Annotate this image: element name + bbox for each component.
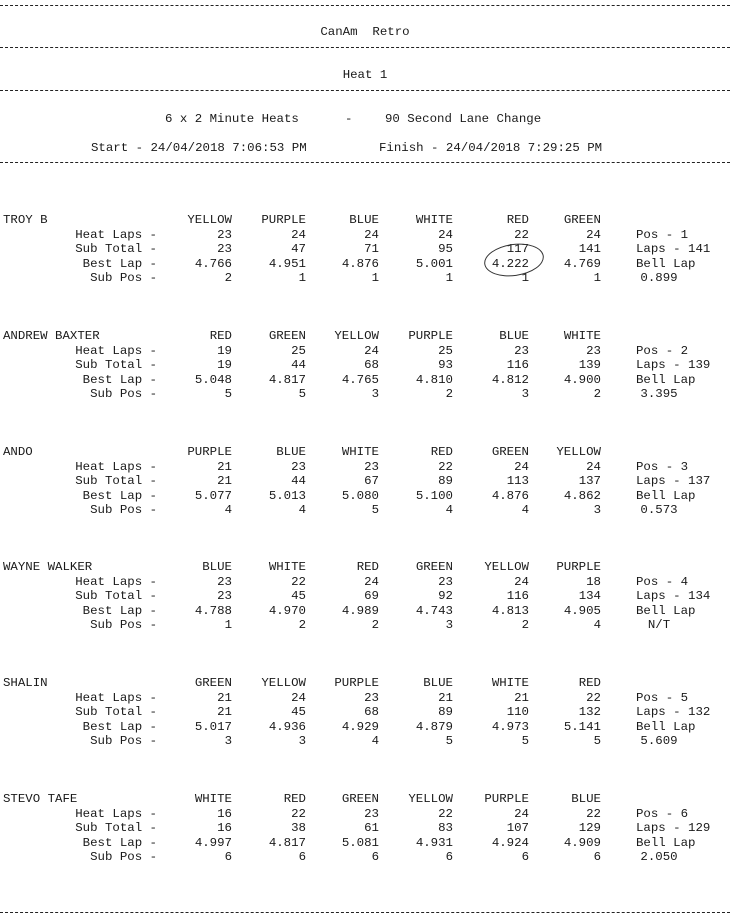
best-lap-value: 4.788: [194, 603, 232, 618]
row-label-heat-laps: Heat Laps -: [75, 343, 157, 358]
lane-color-header: WHITE: [341, 445, 379, 459]
lane-color-header: RED: [430, 445, 453, 459]
lane-color-header: BLUE: [423, 676, 453, 690]
best-lap-value: 5.001: [415, 256, 453, 271]
final-position: Pos - 4: [636, 574, 689, 589]
sub-total-value: 116: [506, 589, 529, 604]
sub-pos-value: 2: [593, 387, 601, 402]
sub-pos-value: 5: [445, 734, 453, 749]
best-lap-value: 4.222: [491, 256, 529, 271]
best-lap-value: 4.765: [341, 372, 379, 387]
best-lap-value: 4.900: [563, 372, 601, 387]
row-label-best-lap: Best Lap -: [82, 488, 157, 503]
heat-laps-value: 23: [364, 806, 379, 821]
best-lap-value: 5.141: [563, 719, 601, 734]
lane-color-header: WHITE: [491, 676, 529, 690]
sub-total-value: 93: [438, 358, 453, 373]
sub-pos-value: 6: [224, 850, 232, 865]
heat-laps-value: 24: [514, 459, 529, 474]
sub-total-value: 21: [217, 474, 232, 489]
racer-block: [0, 213, 730, 293]
row-label-sub-total: Sub Total -: [75, 705, 157, 720]
sub-total-value: 68: [364, 705, 379, 720]
lane-color-header: YELLOW: [334, 329, 379, 343]
bell-lap-label: Bell Lap: [636, 256, 696, 271]
sub-total-value: 134: [578, 589, 601, 604]
row-label-sub-pos: Sub Pos -: [90, 850, 157, 865]
row-label-sub-total: Sub Total -: [75, 474, 157, 489]
racer-name: WAYNE WALKER: [3, 560, 93, 574]
heat-laps-value: 24: [364, 343, 379, 358]
best-lap-value: 5.077: [194, 488, 232, 503]
heat-laps-value: 24: [514, 806, 529, 821]
sub-pos-value: 1: [521, 271, 529, 286]
sub-total-value: 45: [291, 705, 306, 720]
heat-laps-value: 23: [217, 574, 232, 589]
racer-block: [0, 329, 730, 409]
bell-lap-gap: 5.609: [640, 734, 678, 749]
heat-rule: [0, 90, 730, 91]
heat-laps-value: 23: [217, 227, 232, 242]
lane-color-header: WHITE: [268, 560, 306, 574]
final-position: Pos - 5: [636, 690, 689, 705]
heat-format: 6 x 2 Minute Heats: [165, 112, 299, 126]
lane-color-header: RED: [209, 329, 232, 343]
row-label-best-lap: Best Lap -: [82, 835, 157, 850]
lane-color-header: BLUE: [276, 445, 306, 459]
lane-color-header: WHITE: [415, 213, 453, 227]
bell-lap-label: Bell Lap: [636, 719, 696, 734]
heat-laps-value: 22: [438, 459, 453, 474]
heat-laps-value: 22: [586, 806, 601, 821]
bell-lap-label: Bell Lap: [636, 488, 696, 503]
lane-color-header: BLUE: [571, 792, 601, 806]
racer-block: [0, 445, 730, 525]
heat-title: Heat 1: [342, 68, 388, 82]
sub-total-value: 21: [217, 705, 232, 720]
lane-color-header: GREEN: [341, 792, 379, 806]
sub-total-value: 16: [217, 821, 232, 836]
page-title: CanAm Retro: [320, 25, 410, 39]
sub-total-value: 141: [578, 242, 601, 257]
row-label-heat-laps: Heat Laps -: [75, 459, 157, 474]
heat-laps-value: 24: [291, 227, 306, 242]
sub-pos-value: 6: [371, 850, 379, 865]
sub-total-value: 38: [291, 821, 306, 836]
lane-color-header: RED: [356, 560, 379, 574]
row-label-sub-pos: Sub Pos -: [90, 271, 157, 286]
lane-color-header: YELLOW: [484, 560, 529, 574]
sub-total-value: 129: [578, 821, 601, 836]
sub-total-value: 69: [364, 589, 379, 604]
best-lap-value: 5.017: [194, 719, 232, 734]
total-laps: Laps - 134: [636, 589, 711, 604]
top-rule: [0, 5, 730, 6]
lane-color-header: GREEN: [194, 676, 232, 690]
heat-laps-value: 21: [438, 690, 453, 705]
racer-name: SHALIN: [3, 676, 48, 690]
best-lap-value: 5.081: [341, 835, 379, 850]
sub-total-value: 68: [364, 358, 379, 373]
racer-name: STEVO TAFE: [3, 792, 78, 806]
best-lap-value: 4.973: [491, 719, 529, 734]
heat-laps-value: 23: [291, 459, 306, 474]
footer-rule: [0, 912, 730, 913]
heat-laps-value: 23: [586, 343, 601, 358]
lane-color-header: YELLOW: [556, 445, 601, 459]
sub-pos-value: 3: [445, 618, 453, 633]
sub-pos-value: 1: [371, 271, 379, 286]
row-label-heat-laps: Heat Laps -: [75, 574, 157, 589]
heat-laps-value: 24: [291, 690, 306, 705]
sub-total-value: 107: [506, 821, 529, 836]
row-label-best-lap: Best Lap -: [82, 719, 157, 734]
lane-color-header: PURPLE: [484, 792, 529, 806]
heat-laps-value: 21: [514, 690, 529, 705]
racer-name: TROY B: [3, 213, 48, 227]
sub-pos-value: 1: [593, 271, 601, 286]
racer-block: [0, 676, 730, 756]
best-lap-value: 4.905: [563, 603, 601, 618]
heat-laps-value: 25: [291, 343, 306, 358]
heat-laps-value: 24: [514, 574, 529, 589]
heat-laps-value: 19: [217, 343, 232, 358]
sub-total-value: 19: [217, 358, 232, 373]
best-lap-value: 5.048: [194, 372, 232, 387]
lane-color-header: PURPLE: [408, 329, 453, 343]
bell-lap-gap: 0.899: [640, 271, 678, 286]
sub-total-value: 89: [438, 474, 453, 489]
row-label-best-lap: Best Lap -: [82, 256, 157, 271]
lane-color-header: YELLOW: [187, 213, 232, 227]
sub-pos-value: 2: [521, 618, 529, 633]
lane-color-header: GREEN: [563, 213, 601, 227]
best-lap-value: 5.100: [415, 488, 453, 503]
bell-lap-gap: 0.573: [640, 503, 678, 518]
row-label-sub-pos: Sub Pos -: [90, 734, 157, 749]
heat-laps-value: 24: [586, 459, 601, 474]
sub-pos-value: 2: [371, 618, 379, 633]
total-laps: Laps - 129: [636, 821, 711, 836]
lane-color-header: RED: [283, 792, 306, 806]
heat-laps-value: 22: [586, 690, 601, 705]
heat-format-separator: -: [345, 112, 353, 126]
best-lap-value: 4.936: [268, 719, 306, 734]
best-lap-value: 4.817: [268, 372, 306, 387]
sub-pos-value: 1: [298, 271, 306, 286]
start-time: Start - 24/04/2018 7:06:53 PM: [91, 141, 307, 155]
heat-laps-value: 21: [217, 690, 232, 705]
racer-block: [0, 792, 730, 872]
total-laps: Laps - 137: [636, 474, 711, 489]
best-lap-value: 4.862: [563, 488, 601, 503]
bell-lap-gap: 2.050: [640, 850, 678, 865]
final-position: Pos - 6: [636, 806, 689, 821]
sub-pos-value: 4: [371, 734, 379, 749]
best-lap-value: 4.810: [415, 372, 453, 387]
best-lap-value: 4.997: [194, 835, 232, 850]
sub-pos-value: 2: [224, 271, 232, 286]
sub-total-value: 139: [578, 358, 601, 373]
heat-laps-value: 24: [364, 227, 379, 242]
sub-pos-value: 5: [521, 734, 529, 749]
sub-total-value: 23: [217, 242, 232, 257]
sub-pos-value: 6: [298, 850, 306, 865]
sub-total-value: 95: [438, 242, 453, 257]
row-label-sub-total: Sub Total -: [75, 821, 157, 836]
sub-total-value: 23: [217, 589, 232, 604]
best-lap-value: 5.013: [268, 488, 306, 503]
sub-pos-value: 4: [298, 503, 306, 518]
row-label-best-lap: Best Lap -: [82, 372, 157, 387]
best-lap-value: 4.970: [268, 603, 306, 618]
best-lap-value: 4.989: [341, 603, 379, 618]
row-label-sub-total: Sub Total -: [75, 242, 157, 257]
heat-laps-value: 24: [438, 227, 453, 242]
title-rule: [0, 47, 730, 48]
heat-laps-value: 16: [217, 806, 232, 821]
lane-color-header: YELLOW: [408, 792, 453, 806]
sub-pos-value: 3: [224, 734, 232, 749]
heat-laps-value: 23: [364, 690, 379, 705]
heat-laps-value: 18: [586, 574, 601, 589]
sub-total-value: 132: [578, 705, 601, 720]
lane-color-header: PURPLE: [187, 445, 232, 459]
sub-pos-value: 4: [521, 503, 529, 518]
sub-total-value: 89: [438, 705, 453, 720]
sub-total-value: 45: [291, 589, 306, 604]
finish-time: Finish - 24/04/2018 7:29:25 PM: [379, 141, 603, 155]
final-position: Pos - 2: [636, 343, 689, 358]
sub-pos-value: 4: [224, 503, 232, 518]
total-laps: Laps - 141: [636, 242, 711, 257]
best-lap-value: 4.924: [491, 835, 529, 850]
heat-laps-value: 22: [291, 806, 306, 821]
sub-total-value: 92: [438, 589, 453, 604]
bell-lap-gap: N/T: [647, 618, 671, 633]
heat-laps-value: 23: [438, 574, 453, 589]
sub-total-value: 71: [364, 242, 379, 257]
best-lap-value: 4.909: [563, 835, 601, 850]
total-laps: Laps - 132: [636, 705, 711, 720]
final-position: Pos - 3: [636, 459, 689, 474]
sub-total-value: 137: [578, 474, 601, 489]
best-lap-value: 4.879: [415, 719, 453, 734]
lane-color-header: WHITE: [563, 329, 601, 343]
row-label-best-lap: Best Lap -: [82, 603, 157, 618]
best-lap-value: 4.876: [341, 256, 379, 271]
lane-color-header: RED: [506, 213, 529, 227]
sub-pos-value: 2: [445, 387, 453, 402]
bell-lap-label: Bell Lap: [636, 835, 696, 850]
lane-color-header: RED: [578, 676, 601, 690]
row-label-sub-pos: Sub Pos -: [90, 503, 157, 518]
sub-pos-value: 4: [593, 618, 601, 633]
sub-pos-value: 6: [593, 850, 601, 865]
sub-total-value: 83: [438, 821, 453, 836]
sub-total-value: 44: [291, 358, 306, 373]
row-label-heat-laps: Heat Laps -: [75, 806, 157, 821]
sub-total-value: 44: [291, 474, 306, 489]
lane-color-header: BLUE: [349, 213, 379, 227]
best-lap-value: 4.769: [563, 256, 601, 271]
row-label-sub-pos: Sub Pos -: [90, 387, 157, 402]
sub-pos-value: 6: [445, 850, 453, 865]
sub-pos-value: 5: [298, 387, 306, 402]
sub-pos-value: 3: [521, 387, 529, 402]
best-lap-value: 4.929: [341, 719, 379, 734]
heat-laps-value: 24: [364, 574, 379, 589]
best-lap-value: 4.813: [491, 603, 529, 618]
total-laps: Laps - 139: [636, 358, 711, 373]
racer-block: [0, 560, 730, 640]
heat-laps-value: 21: [217, 459, 232, 474]
bell-lap-label: Bell Lap: [636, 603, 696, 618]
sub-pos-value: 3: [593, 503, 601, 518]
sub-total-value: 117: [506, 242, 529, 257]
heat-laps-value: 23: [514, 343, 529, 358]
sub-pos-value: 5: [224, 387, 232, 402]
lane-color-header: PURPLE: [261, 213, 306, 227]
lane-color-header: GREEN: [268, 329, 306, 343]
row-label-heat-laps: Heat Laps -: [75, 690, 157, 705]
sub-pos-value: 3: [298, 734, 306, 749]
lane-color-header: PURPLE: [556, 560, 601, 574]
best-lap-value: 4.766: [194, 256, 232, 271]
sub-total-value: 113: [506, 474, 529, 489]
sub-pos-value: 3: [371, 387, 379, 402]
sub-pos-value: 1: [224, 618, 232, 633]
best-lap-value: 4.817: [268, 835, 306, 850]
final-position: Pos - 1: [636, 227, 689, 242]
sub-total-value: 116: [506, 358, 529, 373]
sub-pos-value: 5: [371, 503, 379, 518]
sub-pos-value: 4: [445, 503, 453, 518]
best-lap-value: 4.931: [415, 835, 453, 850]
lane-color-header: YELLOW: [261, 676, 306, 690]
sub-total-value: 61: [364, 821, 379, 836]
heat-laps-value: 25: [438, 343, 453, 358]
bell-lap-label: Bell Lap: [636, 372, 696, 387]
sub-pos-value: 1: [445, 271, 453, 286]
sub-pos-value: 5: [593, 734, 601, 749]
best-lap-value: 4.812: [491, 372, 529, 387]
header-bottom-rule: [0, 162, 730, 163]
best-lap-value: 4.743: [415, 603, 453, 618]
row-label-sub-pos: Sub Pos -: [90, 618, 157, 633]
racer-name: ANDO: [3, 445, 33, 459]
sub-pos-value: 2: [298, 618, 306, 633]
heat-laps-value: 22: [514, 227, 529, 242]
row-label-sub-total: Sub Total -: [75, 358, 157, 373]
lane-color-header: WHITE: [194, 792, 232, 806]
sub-total-value: 110: [506, 705, 529, 720]
lane-change-format: 90 Second Lane Change: [385, 112, 542, 126]
heat-laps-value: 22: [291, 574, 306, 589]
heat-laps-value: 22: [438, 806, 453, 821]
racer-name: ANDREW BAXTER: [3, 329, 100, 343]
lane-color-header: GREEN: [491, 445, 529, 459]
sub-total-value: 47: [291, 242, 306, 257]
row-label-heat-laps: Heat Laps -: [75, 227, 157, 242]
lane-color-header: BLUE: [202, 560, 232, 574]
lane-color-header: PURPLE: [334, 676, 379, 690]
heat-laps-value: 24: [586, 227, 601, 242]
bell-lap-gap: 3.395: [640, 387, 678, 402]
lane-color-header: GREEN: [415, 560, 453, 574]
sub-total-value: 67: [364, 474, 379, 489]
heat-laps-value: 23: [364, 459, 379, 474]
best-lap-value: 4.951: [268, 256, 306, 271]
row-label-sub-total: Sub Total -: [75, 589, 157, 604]
sub-pos-value: 6: [521, 850, 529, 865]
best-lap-value: 4.876: [491, 488, 529, 503]
best-lap-value: 5.080: [341, 488, 379, 503]
lane-color-header: BLUE: [499, 329, 529, 343]
